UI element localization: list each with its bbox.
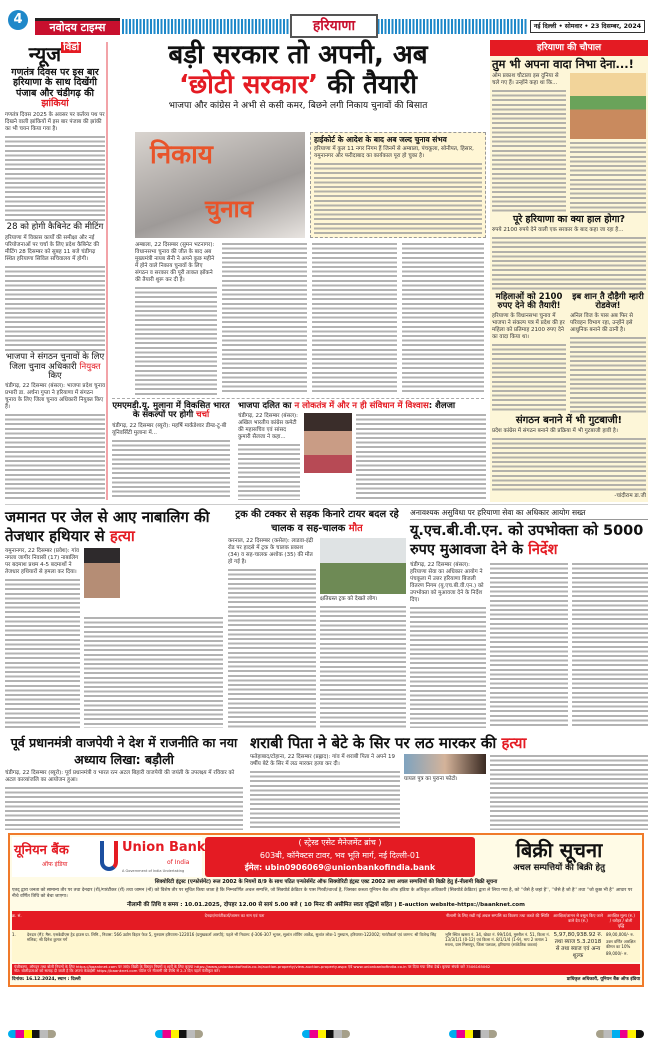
father-murder-body xyxy=(490,754,648,830)
truck-accident-body xyxy=(228,568,316,728)
vajpayee-story xyxy=(5,734,243,830)
main-subheadline: भाजपा और कांग्रेस ने अभी से कसी कमर, बिछने लगी निकाय चुनावों की बिसात xyxy=(168,101,428,111)
chaupal-illustration xyxy=(570,73,646,139)
table-header: क्र. सं. देनदार/गारंटीकर्ता/जामन का नाम एवं पता नीलामी के लिए रखी गई अचल सम्पत्ति का विवरण तथा कब्जे की स्थिति आरक्षित/जामन से वसूल किए जाने वाले देय (रु.) आरक्षित मूल्य (रु.) / धरोहर / बोली वृद्धि xyxy=(12,911,640,930)
notice-title: सिक्योरिटी इंट्रस्ट (एन्फोर्समेंट) रूल 2002 के नियमों 8/9 के साथ पठित एन्फोर्समेंट ऑफ सिक्योरिटी इंट्रस्ट एक्ट 2002 तथा अचल सम्पत्तियों की बिक्री हेतु ई-नीलामी बिक्री सूचना xyxy=(154,879,498,885)
truck-accident-body xyxy=(320,605,406,728)
main-story-body xyxy=(402,242,484,395)
branch-box: ( स्ट्रेस्ड एसेट मैनेजमेंट ब्रांच ) 603बी, कॉनैक्टस टावर, भव भूति मार्ग, नई दिल्ली-01 ईमेल: ubin0906069@unionbankofindia.bank xyxy=(205,837,475,877)
uhbvn-kicker: अनावश्यक असुविधा पर हरियाणा सेवा का अधिकार आयोग सख्त xyxy=(410,508,648,520)
vajpayee-lead: चंडीगढ़, 22 दिसम्बर (ब्यूरो): पूर्व प्रधानमंत्री व भारत रत्न अटल बिहारी वाजपेयी की जयंती के उपलक्ष्य में रविवार को अटल काव्यांजलि का आयोजन हुआ। xyxy=(5,770,235,783)
ad-footer-red: पंजीकरण, लॉगइन तथा बोली नियमों के लिए https://baanknet.com पर जाएं। बिक्री के विस्तृत नियमों व शर्तों के लिए कृपया https://www.unionbankofindia.co.in/auction-property/view-auction-property.aspx एवं www.unionbankofindia.co.in पर दिया गया लिंक देखें। कृपया संपर्क करें 7506165062 नोट: बोलीदाताओं को सलाह दी जाती है कि अपना केवाईसी https://baanknet.com पोर्टल पर नीलामी की तिथि से 2-3 दिन पहले पंजीकृत करें। xyxy=(12,964,640,975)
chaupal-column xyxy=(490,40,648,502)
chaupal-lead: ओम प्रकाश चौटाला इस दुनिया से चले गए हैं। उन्होंने कहा था कि... xyxy=(492,72,559,86)
notice-body: एतद् द्वारा जनता को सामान्य तौर पर तथा देनदार (रों)/गारंटीकर (रों) तथा जामन (नों) को विशेष तौर पर सूचित किया जाता है कि निम्नवर्णित अचल सम्पत्ति, जो सिक्योर्ड क्रेडिटर के पास गिरवी/चार्ज्ड है, जिसका कब्जा यूनियन बैंक ऑफ इंडिया के अधिकृत अधिकारी (सिक्योर्ड क्रेडिटर) द्वारा ले लिया गया है, को ''जैसे है जहां है'', ''जैसे है जो है'' तथा ''जो कुछ भी है'' आधार पर नीचे वर्णित तिथि को बेचा जाएगा। xyxy=(12,887,633,899)
selja-story xyxy=(238,402,486,500)
mmdu-headline: एमएमडी.यू. मुलाना में विकसित भारत के संकल्पों पर होगी चर्चा xyxy=(112,401,230,421)
victim-photo xyxy=(84,548,120,598)
chaupal-box-title: पूरे हरियाणा का क्या हाल होगा? xyxy=(512,213,626,225)
page-header xyxy=(0,0,650,38)
news-item-headline: 28 को होगी कैबिनेट की मीटिंग xyxy=(6,222,104,233)
row-divider xyxy=(5,504,648,505)
minor-murder-headline: जमानत पर जेल से आए नाबालिग की तेजधार हथियार से हत्या xyxy=(5,508,210,545)
truck-accident-caption: क्षतिग्रस्त ट्रक को देखते लोग। xyxy=(320,596,378,602)
main-story-col xyxy=(402,242,484,395)
news-item-lead: चंडीगढ़, 22 दिसम्बर (बंसल): भाजपा प्रदेश चुनाव प्रभारी डा. अर्चना गुप्ता ने हरियाणा में संगठन चुनाव के लिए जिला चुनाव अधिकारी नियुक्त किए हैं। xyxy=(5,383,106,411)
section-title: हरियाणा xyxy=(290,14,378,38)
roadways-lead: अनिल विज के पास अब फिर से परिवहन विभाग रहा, उन्होंने इसे आधुनिक बनाने की ठानी है। xyxy=(570,313,633,334)
father-murder-headline: शराबी पिता ने बेटे के सिर पर लठ मारकर की हत्या xyxy=(250,734,527,752)
divider xyxy=(112,398,484,399)
uhbvn-story xyxy=(410,508,648,728)
photo-text-chunav: चुनाव xyxy=(205,195,254,223)
vajpayee-body xyxy=(5,786,243,830)
chaupal-headline: तुम भी अपना वादा निभा देना...! xyxy=(492,57,634,71)
auction-table xyxy=(12,911,640,962)
news-item-body xyxy=(5,265,105,352)
father-murder-lead: फतेहाबाद/टोहाना, 22 दिसम्बर (प्रह्लाद): गांव में शराबी पिता ने अपने 19 वर्षीय बेटे के सिर में लठ मारकर हत्या कर दी। xyxy=(250,754,395,767)
selja-lead: चंडीगढ़, 22 दिसम्बर (बंसल): अखिल भारतीय कांग्रेस कमेटी की महासचिव एवं सांसद कुमारी सैलजा ने कहा... xyxy=(238,413,299,441)
news-item-body xyxy=(5,135,105,222)
uhbvn-body xyxy=(410,606,486,728)
minor-murder-story xyxy=(5,508,223,728)
truck-accident-story xyxy=(228,508,406,728)
chaupal-box-body xyxy=(492,236,646,290)
news-item-body xyxy=(5,413,105,500)
selja-body xyxy=(238,443,300,500)
gutbazi-headline: संगठन बनाने में भी गुटबाजी! xyxy=(515,414,623,426)
page-number: 4 xyxy=(8,10,28,30)
union-bank-ad xyxy=(8,833,644,987)
color-registration-marks xyxy=(8,1030,644,1040)
truck-accident-photo xyxy=(320,538,406,594)
chaupal-box-lead: रुपये 2100 रुपये देने वाली एक सरकार के बाद कहा जा रहा है... xyxy=(492,227,624,234)
news-item-headline: भाजपा ने संगठन चुनावों के लिए जिला चुनाव अधिकारी नियुक्त किए xyxy=(5,352,105,382)
news-item-lead: गणतंत्र दिवस 2025 के अवसर पर कर्तव्य पथ पर दिखने वाली झांकियों में इस बार पंजाब की झांकी का भी चयन किया गया है। xyxy=(5,111,105,132)
mmdu-body xyxy=(112,439,230,500)
women-lead: हरियाणा के विधानसभा चुनाव में भाजपा ने संकल्प पत्र में प्रदेश की हर महिला को प्रतिमाह 2100 रुपए देने का वादा किया था। xyxy=(492,313,565,341)
mmdu-lead: चंडीगढ़, 22 दिसम्बर (ब्यूरो): महर्षि मार्कंडेश्वर डीम्ड-टू-बी यूनिवर्सिटी मुलाना में... xyxy=(112,422,227,436)
minor-murder-body xyxy=(5,578,80,728)
main-story-lead: अम्बाला, 22 दिसम्बर (सुमन भटनागर): विधानसभा चुनाव की जीत के बाद अब मुख्यमंत्री नायब सैनी ने अपने कुछ महीने में होने वाले निकाय चुनावों के लिए संगठन व सरकार की पूरी ताकत झोंकने की तैयारी शुरू कर दी है। xyxy=(135,242,215,283)
column-divider xyxy=(106,42,108,500)
ad-title: बिक्री सूचना xyxy=(515,838,603,862)
vajpayee-headline: पूर्व प्रधानमंत्री वाजपेयी ने देश में राजनीति का नया अध्याय लिखा: बड़ौली xyxy=(10,735,238,767)
main-story-col xyxy=(312,242,397,395)
minor-murder-lead: यमुनानगर, 22 दिसम्बर (प्रवेश): गांव नगला जागीर निवासी (17) नाबालिग पर बदमाश प्रथम 4-5 बदमाशों ने तेजधार हथियारों से हमला कर दिया। xyxy=(5,548,79,575)
main-story-col xyxy=(135,242,217,395)
uhbvn-headline: यू.एच.बी.वी.एन. को उपभोक्ता को 5000 रुपए मुआवजा देने के निर्देश xyxy=(410,523,644,558)
selja-body xyxy=(356,413,486,500)
mmdu-story xyxy=(112,402,230,500)
ad-signatory: प्राधिकृत अधिकारी, यूनियन बैंक ऑफ इंडिया xyxy=(566,976,640,982)
gutbazi-byline: -चांदीराम डा.जी xyxy=(614,493,646,500)
highcourt-box xyxy=(310,132,486,238)
bank-logo: यूनियन बैंक ऑफ इंडिया Union Bank of India A Government of India Undertaking xyxy=(12,837,202,877)
chaupal-body xyxy=(570,141,646,213)
ad-date-place: दिनांक: 16.12.2024, स्थान : दिल्ली xyxy=(12,976,81,982)
news-item-lead: हरियाणा में विकास कार्यों की समीक्षा और नई परियोजनाओं पर चर्चा के लिए प्रदेश कैबिनेट की मीटिंग 28 दिसम्बर को सुबह 11 बजे चंडीगढ़ स्थित हरियाणा सिविल सचिवालय में होगी। xyxy=(5,234,100,262)
women-headline: महिलाओं को 2100 रुपए देने की तैयारी! xyxy=(495,291,563,311)
auction-date-line: नीलामी की तिथि व समय : 10.01.2025, दोपहर 12.00 से सायं 5.00 बजे ( 10 मिनट की असीमित स्वतः वृद्धियों सहित ) E-auction website-https://baanknet.com xyxy=(127,901,525,908)
highcourt-headline: हाईकोर्ट के आदेश के बाद अब जल्द चुनाव संभव xyxy=(314,135,447,144)
evm-photo xyxy=(135,132,305,238)
news-item-headline: गणतंत्र दिवस पर इस बार हरियाणा के साथ दिखेंगी पंजाब और चंडीगढ़ की झांकियां xyxy=(11,67,99,110)
uhbvn-body xyxy=(572,562,648,728)
main-story-body xyxy=(312,242,397,395)
photo-text-nikay: निकाय xyxy=(150,140,213,170)
main-headline: बड़ी सरकार तो अपनी, अब ‘छोटी सरकार’ की तैयारी xyxy=(168,40,428,100)
uhbvn-lead: चंडीगढ़, 22 दिसम्बर (बंसल): हरियाणा सेवा का अधिकार आयोग ने पंचकूला में उत्तर हरियाणा बिजली वितरण निगम (यू.एच.बी.वी.एन.) को उपभोक्ता को मुआवजा देने के निर्देश दिए। xyxy=(410,562,484,603)
main-story-body xyxy=(135,286,217,395)
minor-murder-body xyxy=(84,616,223,728)
highcourt-body xyxy=(314,162,482,234)
union-bank-emblem-icon xyxy=(100,841,118,871)
selja-photo xyxy=(304,413,352,473)
main-story-col xyxy=(222,242,307,395)
main-headline-block xyxy=(112,40,484,112)
truck-accident-headline: ट्रक की टक्कर से सड़क किनारे टायर बदल रहे चालक व सह-चालक मौत xyxy=(235,509,399,534)
truck-accident-lead: करनाल, 22 दिसम्बर (कसेल): लाडवा-इंद्री रोड पर हादसे में ट्रक के चालक प्रकाश (34) व सह-चालक अशोक (35) की मौत हो गई है। xyxy=(228,538,314,565)
chaupal-body xyxy=(492,89,566,213)
women-body xyxy=(492,343,566,412)
father-murder-body xyxy=(250,770,400,830)
highcourt-lead: हरियाणा में कुल 11 नगर निगम हैं जिनमें से अम्बाला, पंचकूला, सोनीपत, हिसार, यमुनानगर और फरीदाबाद का कार्यकाल पूरा हो चुका है। xyxy=(314,146,474,160)
roadways-headline: इब शान तै दौड़ैगी म्हारी रोडवेज! xyxy=(572,291,644,311)
dateline: नई दिल्ली • सोमवार • 23 दिसम्बर, 2024 xyxy=(530,20,645,33)
father-murder-story xyxy=(250,734,648,830)
gutbazi-lead: प्रदेश कांग्रेस में संगठन बनाने की प्रक्रिया में भी गुटबाजी हावी है। xyxy=(492,427,618,434)
brand-logo: नवोदय टाइम्स xyxy=(35,18,120,35)
victim-son-photo xyxy=(404,754,486,774)
father-murder-caption: घायल पुत्र का पुराना फोटो। xyxy=(404,776,458,782)
gutbazi-body xyxy=(492,437,646,491)
news-window xyxy=(5,42,105,500)
chaupal-kicker: हरियाणा की चौपाल xyxy=(490,40,648,56)
ad-subtitle: अचल सम्पत्तियों की बिक्री हेतु xyxy=(513,863,605,873)
main-story-body xyxy=(222,242,307,395)
selja-headline: भाजपा दलित का न लोकतंत्र में और न ही संविधान में विश्वास: शैलजा xyxy=(238,401,456,411)
table-row: 1. देनदार (मै): मैस. एसकेडीएस ट्रेड हाउस प्रा. लिमि., निवास: 566 उद्योग विहार फेज 5, गुरुग्राम हरियाणा-122016 (प्रमुखकर्ता आरपी); पहले भी निवास: ई-306-307 भूतल, सुशांत शॉपिंग आर्केड, सुशांत लोक-1 गुरुग्राम, हरियाणा-122002; गारंटीकर्ता एवं जामन: श्री विजेन्द्र सिंह मलिक; श्री दिनेश कुमार गर्ग भूमि स्थित खसरा नं. 34, खेवट नं. 99/104, मुस्तील नं. 51, किला नं. 13/3/1/1 (0-12) एवं किला नं. 8/1/1/4 (1-9), माप 2 कनाल 1 मरला, ग्राम मिसरपुर, जिला पलवल, हरियाणा (सांकेतिक कब्जा) 5,97,80,938.92 रु. तथा ब्याज 5.3.2018 से तथा ब्याज एवं अन्य शुल्क 89,00,000/- रु. उक्त वर्णित आरक्षित कीमत का 10% 89,000/- रु. xyxy=(12,930,640,962)
roadways-body xyxy=(570,336,646,412)
news-window-title: न्यूज $^{विंडो}$ xyxy=(28,42,80,66)
uhbvn-body xyxy=(490,562,568,728)
